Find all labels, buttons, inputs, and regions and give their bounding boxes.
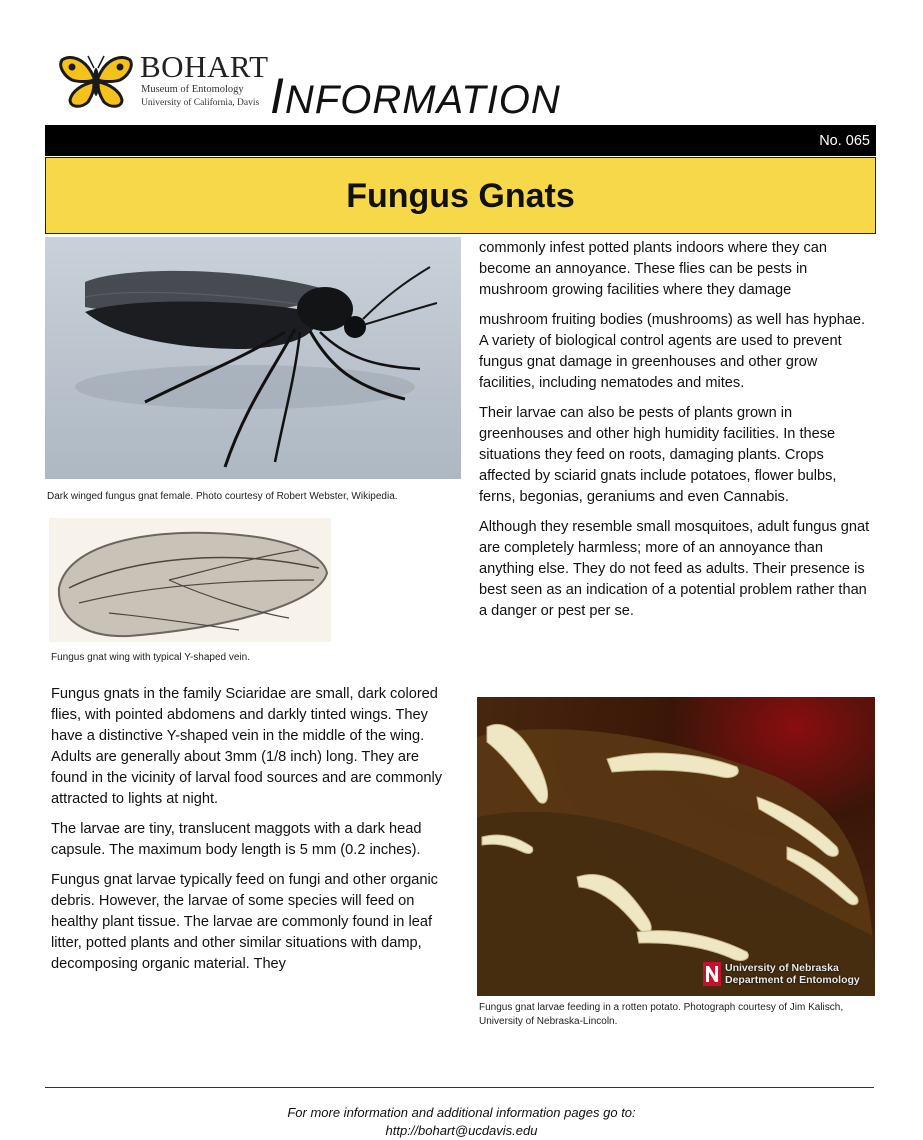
watermark-line: Department of Entomology [725,974,860,986]
footer-text: For more information and additional information pages go to: [287,1105,636,1120]
footer-link[interactable]: http://bohart@ucdavis.edu [385,1123,538,1138]
logo-subtitle: Museum of Entomology [141,84,244,95]
watermark-line: University of Nebraska [725,962,839,974]
wing-photo [49,518,331,642]
wing-photo-caption: Fungus gnat wing with typical Y-shaped vein. [51,652,251,663]
larvae-photo [477,697,875,996]
paragraph: Although they resemble small mosquitoes, adult fungus gnat are completely harmless; more of an annoyance than anything else. They do not feed as adults. Their presence is best seen as an indication of a potential problem rather than a danger or pest per se. [479,519,870,619]
footer-divider [45,1087,874,1088]
title-band [45,157,876,234]
paragraph: mushroom fruiting bodies (mushrooms) as well has hyphae. A variety of biological control agents are used to prevent fungus gnat damage in greenhouses and other grow facilities, including nematodes and mites. [479,312,866,391]
butterfly-icon [58,52,134,110]
paragraph: commonly infest potted plants indoors where they can become an annoyance. These flies can be pests in mushroom growing facilities where they damage [479,240,828,298]
page-title: Fungus Gnats [346,177,575,215]
section-title: INFORMATION [270,68,561,124]
gnat-photo-caption: Dark winged fungus gnat female. Photo courtesy of Robert Webster, Wikipedia. [47,491,398,502]
gnat-photo [45,237,461,479]
paragraph: The larvae are tiny, translucent maggots with a dark head capsule. The maximum body length is 5 mm (0.2 inches). [51,821,422,858]
paragraph: Their larvae can also be pests of plants grown in greenhouses and other high humidity facilities. In these situations they feed on roots, damaging plants. Crops affected by sciarid gnats include potatoes, flower bulbs, ferns, begonias, geraniums and even Cannabis. [479,405,837,505]
larvae-photo-caption: Fungus gnat larvae feeding in a rotten potato. Photograph courtesy of Jim Kalisch, University of Nebraska-Lincoln. [479,1002,844,1027]
logo-university: University of California, Davis [141,98,260,108]
paragraph: Fungus gnat larvae typically feed on fungi and other organic debris. However, the larvae of some species will feed on healthy plant tissue. The larvae are commonly found in leaf litter, potted plants and other similar situations with damp, decomposing organic material. They [51,872,438,972]
larvae-photo-watermark [725,962,860,986]
paragraph: Fungus gnats in the family Sciaridae are small, dark colored flies, with pointed abdomens and darkly tinted wings. They have a distinctive Y-shaped vein in the middle of the wing. Adults are generally about 3mm (1/8 inch) long. They are found in the vicinity of larval food sources and are commonly attracted to lights at night. [51,686,442,807]
logo-name: BOHART [140,49,269,84]
header-bar [45,125,876,156]
right-column-text [479,238,874,631]
document-number: No. 065 [819,133,870,149]
left-column-text [51,684,456,984]
nebraska-n-logo [703,962,721,986]
